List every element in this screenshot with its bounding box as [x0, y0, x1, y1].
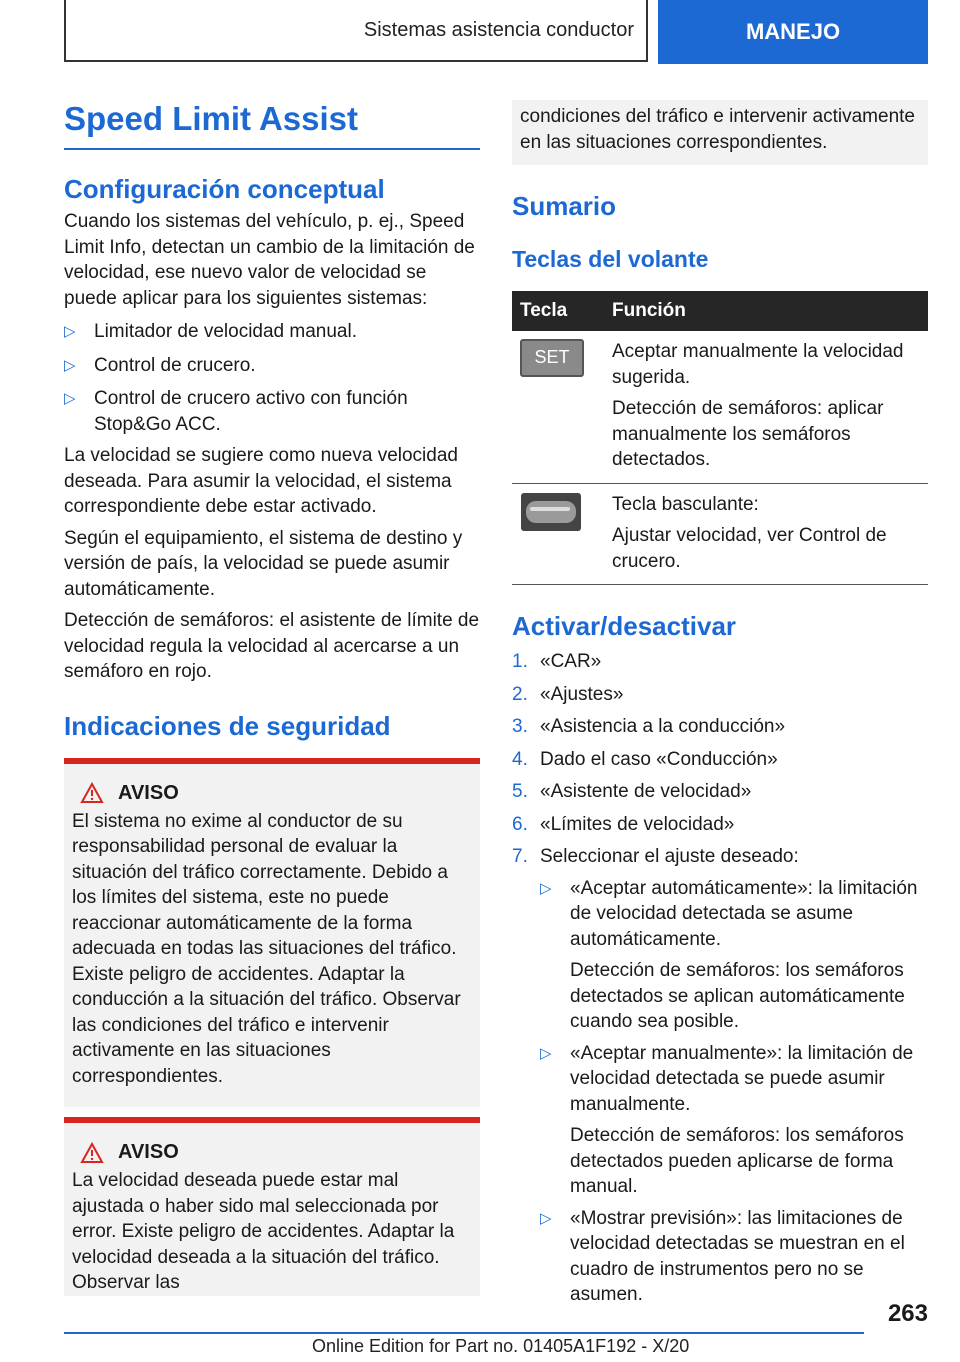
paragraph: Según el equipamiento, el sistema de destino y versión de país, la velocidad se puede asumir automáticamente.	[64, 527, 463, 600]
paragraph: La velocidad se sugiere como nueva velocidad deseada. Para asumir la velocidad, el sistema correspondiente debe estar activado.	[64, 445, 458, 517]
triangle-bullet-icon: ▷	[540, 879, 552, 897]
set-button-icon: SET	[520, 339, 584, 377]
heading-concept: Configuración conceptual	[64, 174, 385, 204]
paragraph: Cuando los sistemas del vehículo, p. ej., Speed Limit Info, detectan un cambio de la limitación de velocidad, ese nuevo valor de velocidad se puede aplicar para los siguientes sistemas:	[64, 211, 475, 309]
warning-title: AVISO	[118, 1141, 179, 1163]
list-item: 3. «Asistencia a la conducción»	[512, 716, 786, 737]
warning-box	[64, 758, 480, 1108]
page-number: 263	[887, 1300, 928, 1327]
list-item: ▷ Limitador de velocidad manual.	[64, 319, 480, 345]
triangle-bullet-icon: ▷	[64, 356, 76, 374]
page-title: Speed Limit Assist	[64, 100, 480, 150]
left-column	[64, 100, 480, 1296]
warning-triangle-icon	[80, 1142, 104, 1164]
triangle-bullet-icon: ▷	[64, 323, 76, 340]
warning-box	[64, 1117, 480, 1296]
page-header	[64, 0, 928, 64]
warning-triangle-icon	[80, 782, 104, 804]
heading-keys: Teclas del volante	[512, 246, 709, 272]
right-column	[512, 100, 928, 1308]
triangle-bullet-icon: ▷	[540, 1209, 552, 1227]
triangle-bullet-icon: ▷	[540, 1044, 552, 1062]
warning-title: AVISO	[118, 781, 179, 804]
table-row: SET Aceptar manualmente la velocidad sugerida. Detección de semáforos: aplicar manualmente los semáforos detectados.	[512, 331, 928, 483]
heading-summary: Sumario	[512, 191, 617, 221]
sub-list-item: ▷ «Mostrar previsión»: las limitaciones de velocidad detectadas se muestran en el cuadro de instrumentos pero no se asumen.	[540, 1206, 928, 1308]
chapter-tab[interactable]: MANEJO	[658, 0, 928, 64]
steps-list	[512, 649, 928, 1308]
triangle-bullet-icon: ▷	[64, 390, 76, 407]
keys-table	[512, 291, 928, 585]
list-item: 6. «Límites de velocidad»	[512, 813, 735, 835]
section-title: Sistemas asistencia conductor	[64, 0, 648, 62]
list-item: 2. «Ajustes»	[512, 683, 624, 705]
footer-divider	[64, 1332, 864, 1334]
list-item: 5. «Asistente de velocidad»	[512, 781, 752, 802]
list-item: 7. Seleccionar el ajuste deseado:	[512, 846, 799, 867]
warning-continuation: condiciones del tráfico e intervenir activamente en las situaciones correspondientes.	[512, 100, 928, 165]
list-item: ▷ Control de crucero activo con función Stop&Go ACC.	[64, 386, 480, 437]
warning-text: El sistema no exime al conductor de su responsabilidad personal de evaluar la situación del tráfico correctamente. Debido a los límites del sistema, este no puede reaccionar automáticamente de la forma adecuada en todas las situaciones del tráfico. Existe peligro de accidentes. Adaptar la conducción a la situación del tráfico. Observar las condiciones del tráfico e intervenir activamente en las situaciones correspondientes.	[72, 810, 461, 1087]
paragraph: Detección de semáforos: el asistente de límite de velocidad regula la velocidad al acercarse a un semáforo en rojo.	[64, 610, 480, 682]
rocker-switch-icon	[520, 492, 582, 532]
table-header: Función	[604, 291, 928, 331]
list-item: ▷ Control de crucero.	[64, 353, 480, 379]
list-item: 4. Dado el caso «Conducción»	[512, 748, 778, 770]
table-row: Tecla basculante: Ajustar velocidad, ver Control de crucero.	[512, 483, 928, 585]
warning-text: La velocidad deseada puede estar mal ajustada o haber sido mal seleccionada por error. Existe peligro de accidentes. Adaptar la velocidad deseada a la situación del tráfico. Observar las	[72, 1170, 455, 1293]
list-item: 1. «CAR»	[512, 651, 602, 672]
table-header: Tecla	[512, 291, 604, 331]
sub-list-item: ▷ «Aceptar automáticamente»: la limitación de velocidad detectada se asume automáticamente. Detección de semáforos: los semáforos detectados se aplican automáticamente cuando sea posible.	[540, 876, 928, 1035]
heading-activate: Activar/desactivar	[512, 611, 737, 641]
sub-list-item: ▷ «Aceptar manualmente»: la limitación de velocidad detectada se puede asumir manualmente. Detección de semáforos: los semáforos detectados pueden aplicarse de forma manual.	[540, 1041, 928, 1200]
heading-safety: Indicaciones de seguridad	[64, 710, 391, 741]
footer-edition: Online Edition for Part no. 01405A1F192 - X/20	[312, 1336, 690, 1356]
